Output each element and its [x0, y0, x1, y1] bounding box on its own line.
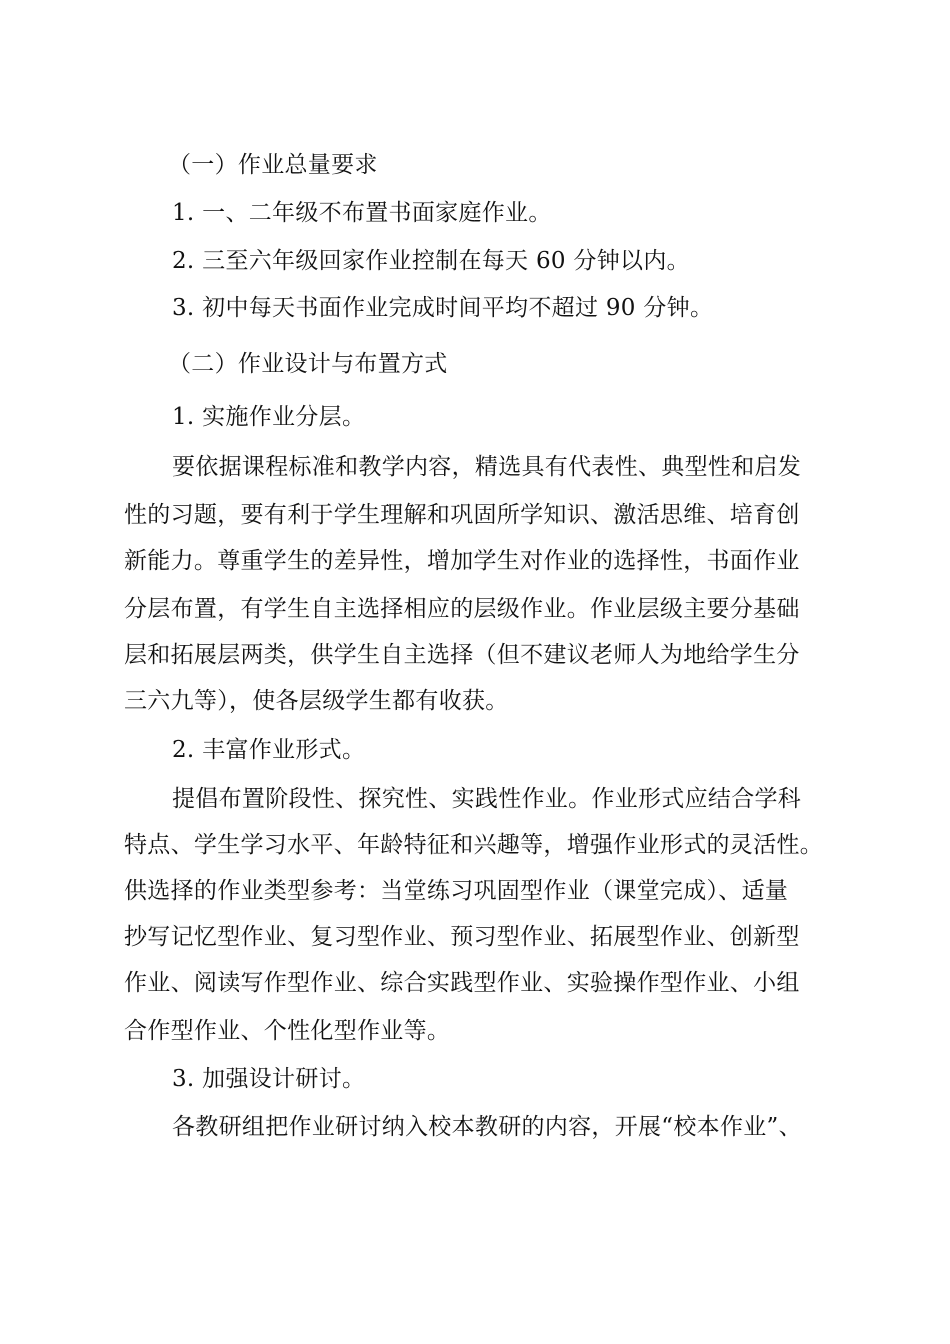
item1-paragraph-line: 要依据课程标准和教学内容，精选具有代表性、典型性和启发	[172, 454, 802, 480]
item1-paragraph-line: 层和拓展层两类，供学生自主选择（但不建议老师人为地给学生分	[124, 642, 800, 668]
section1-item-2: 2. 三至六年级回家作业控制在每天 60 分钟以内。	[172, 248, 690, 274]
section2-heading: （二）作业设计与布置方式	[168, 351, 448, 377]
section1-item-3: 3. 初中每天书面作业完成时间平均不超过 90 分钟。	[172, 295, 714, 321]
item1-title: 1. 实施作业分层。	[172, 404, 366, 430]
item2-paragraph-line: 抄写记忆型作业、复习型作业、预习型作业、拓展型作业、创新型	[124, 924, 800, 950]
item2-paragraph-line: 提倡布置阶段性、探究性、实践性作业。作业形式应结合学科	[172, 786, 802, 812]
item2-paragraph-line: 作业、阅读写作型作业、综合实践型作业、实验操作型作业、小组	[124, 970, 800, 996]
item1-paragraph-line: 三六九等），使各层级学生都有收获。	[124, 688, 509, 714]
section1-heading: （一）作业总量要求	[168, 152, 378, 178]
item3-paragraph-line: 各教研组把作业研讨纳入校本教研的内容，开展“校本作业”、	[172, 1114, 802, 1140]
item1-paragraph-line: 分层布置，有学生自主选择相应的层级作业。作业层级主要分基础	[124, 596, 800, 622]
section1-item-1: 1. 一、二年级不布置书面家庭作业。	[172, 200, 552, 226]
item2-paragraph-line: 合作型作业、个性化型作业等。	[124, 1018, 451, 1044]
item2-paragraph-line: 特点、学生学习水平、年龄特征和兴趣等，增强作业形式的灵活性。	[124, 832, 823, 858]
item3-title: 3. 加强设计研讨。	[172, 1066, 366, 1092]
item2-paragraph-line: 供选择的作业类型参考：当堂练习巩固型作业（课堂完成）、适量	[124, 878, 789, 904]
item1-paragraph-line: 新能力。尊重学生的差异性，增加学生对作业的选择性，书面作业	[124, 548, 800, 574]
item1-paragraph-line: 性的习题，要有利于学生理解和巩固所学知识、激活思维、培育创	[124, 502, 800, 528]
item2-title: 2. 丰富作业形式。	[172, 737, 366, 763]
